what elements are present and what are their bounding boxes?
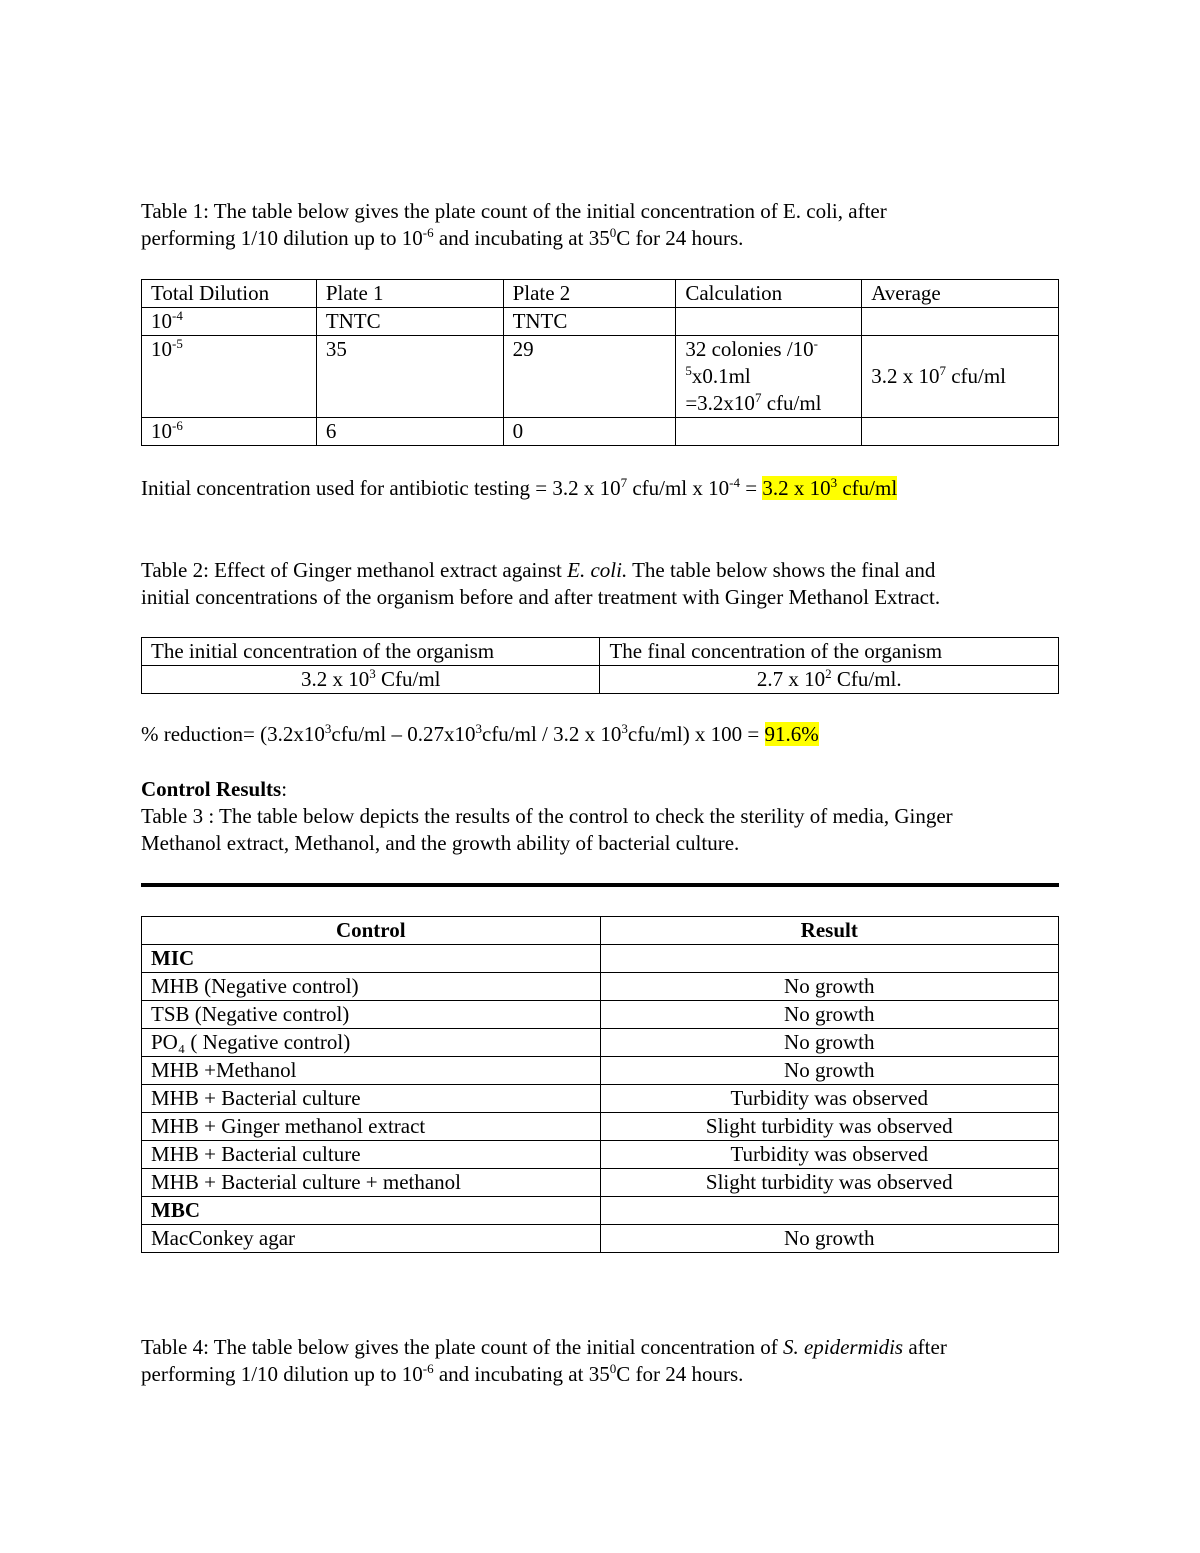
control-cell: MHB + Ginger methanol extract [142,1113,601,1141]
header-total-dilution: Total Dilution [142,280,317,308]
plate1-cell: 35 [316,336,503,418]
result-cell: No growth [600,973,1058,1001]
table1-plate-count [141,279,1059,446]
result-cell [600,1197,1058,1225]
header-final-concentration: The final concentration of the organism [600,638,1059,666]
header-average: Average [862,280,1059,308]
result-cell: No growth [600,1057,1058,1085]
table-row [142,1057,1059,1085]
table2-concentration [141,637,1059,694]
plate1-cell: TNTC [316,308,503,336]
result-cell: Slight turbidity was observed [600,1169,1058,1197]
control-cell: MHB + Bacterial culture [142,1085,601,1113]
plate2-cell: TNTC [503,308,676,336]
superscript: -6 [422,225,434,240]
table1-caption-text: C for 24 hours. [616,226,744,250]
average-cell: 3.2 x $10^7$ cfu/ml [862,336,1059,418]
calculation-cell: 32 colonies /10- $^5$x0.1ml $=3.2x10^7$ cfu/ml [676,336,862,418]
table-row [142,308,1059,336]
table-header-row [142,638,1059,666]
final-concentration-value: 2.7 x $10^2$ Cfu/ml. [600,666,1059,694]
table-row [142,1225,1059,1253]
table-row [142,973,1059,1001]
horizontal-rule [141,883,1059,887]
control-results-heading: Control Results [141,777,282,801]
organism-name: S. epidermidis [782,1335,904,1359]
control-cell: MacConkey agar [142,1225,601,1253]
table-row [142,1113,1059,1141]
table1-caption-line1: Table 1: The table below gives the plate count of the initial concentration of E. coli, after [141,199,887,223]
control-cell: MBC [142,1197,601,1225]
header-calculation: Calculation [676,280,862,308]
table-row [142,1197,1059,1225]
calculation-cell [676,418,862,446]
dilution-cell: $10^{-4}$ [142,308,317,336]
result-cell: Slight turbidity was observed [600,1113,1058,1141]
table4-caption: Table 4: The table below gives the plate count of the initial concentration of S. epidermidis after performing 1/10 dilution up to $10^{-6}$ and incubating at $35^0C$ for 24 hours. [141,1335,947,1386]
header-control: Control [142,917,601,945]
control-results-section: Control Results: Table 3 : The table below depicts the results of the control to check the sterility of media, Ginger Methanol extract, Methanol, and the growth ability of bacterial culture. [141,777,953,855]
table-header-row [142,280,1059,308]
control-cell: MIC [142,945,601,973]
table1-caption-text: and incubating at 35 [433,226,610,250]
average-cell [862,418,1059,446]
table-row [142,945,1059,973]
average-cell [862,308,1059,336]
highlighted-result: 3.2 x $10^3$ cfu/ml [762,475,898,500]
result-cell [600,945,1058,973]
control-cell: MHB + Bacterial culture + methanol [142,1169,601,1197]
header-plate-1: Plate 1 [316,280,503,308]
table3-controls [141,916,1059,1253]
plate2-cell: 0 [503,418,676,446]
table-row [142,1001,1059,1029]
result-cell: Turbidity was observed [600,1085,1058,1113]
dilution-cell: $10^{-5}$ [142,336,317,418]
table-row [142,418,1059,446]
reduction-line: % reduction= ($3.2x10^3cfu/ml - 0.27x10^3cfu/ml / 3.2$ x $10^3cfu/ml$) x 100 = 91.6% [141,721,819,746]
table-row [142,1169,1059,1197]
control-cell: PO₄ ( Negative control) [142,1029,601,1057]
plate2-cell: 29 [503,336,676,418]
plate1-cell: 6 [316,418,503,446]
table3-caption-line1: Table 3 : The table below depicts the results of the control to check the sterility of media, Ginger [141,804,953,828]
result-cell: No growth [600,1225,1058,1253]
table-row [142,1029,1059,1057]
initial-concentration-value: 3.2 x $10^3$ Cfu/ml [142,666,600,694]
control-cell: MHB (Negative control) [142,973,601,1001]
organism-name: E. coli. [567,558,628,582]
control-cell: MHB + Bacterial culture [142,1141,601,1169]
initial-concentration-line: Initial concentration used for antibiotic testing = 3.2 x $10^7$ cfu/ml x $10^{-4} = 3.2$ x $10^3$ cfu/ml [141,475,898,500]
header-initial-concentration: The initial concentration of the organism [142,638,600,666]
result-cell: Turbidity was observed [600,1141,1058,1169]
header-result: Result [600,917,1058,945]
table1-caption [141,198,1061,252]
reduction-percentage: 91.6% [764,722,819,746]
control-cell: MHB +Methanol [142,1057,601,1085]
table3-caption-line2: Methanol extract, Methanol, and the growth ability of bacterial culture. [141,831,740,855]
table-row [142,1085,1059,1113]
table-row [142,336,1059,418]
control-cell: TSB (Negative control) [142,1001,601,1029]
dilution-cell: $10^{-6}$ [142,418,317,446]
table-row [142,1141,1059,1169]
result-cell: No growth [600,1029,1058,1057]
result-cell: No growth [600,1001,1058,1029]
table-row [142,666,1059,694]
superscript: 0 [609,225,617,240]
calculation-cell [676,308,862,336]
table2-caption: Table 2: Effect of Ginger methanol extract against E. coli. The table below shows the final and initial concentrations of the organism before and after treatment with Ginger Methanol Extract. [141,558,941,609]
table-header-row [142,917,1059,945]
table1-caption-text: performing 1/10 dilution up to 10 [141,226,423,250]
header-plate-2: Plate 2 [503,280,676,308]
